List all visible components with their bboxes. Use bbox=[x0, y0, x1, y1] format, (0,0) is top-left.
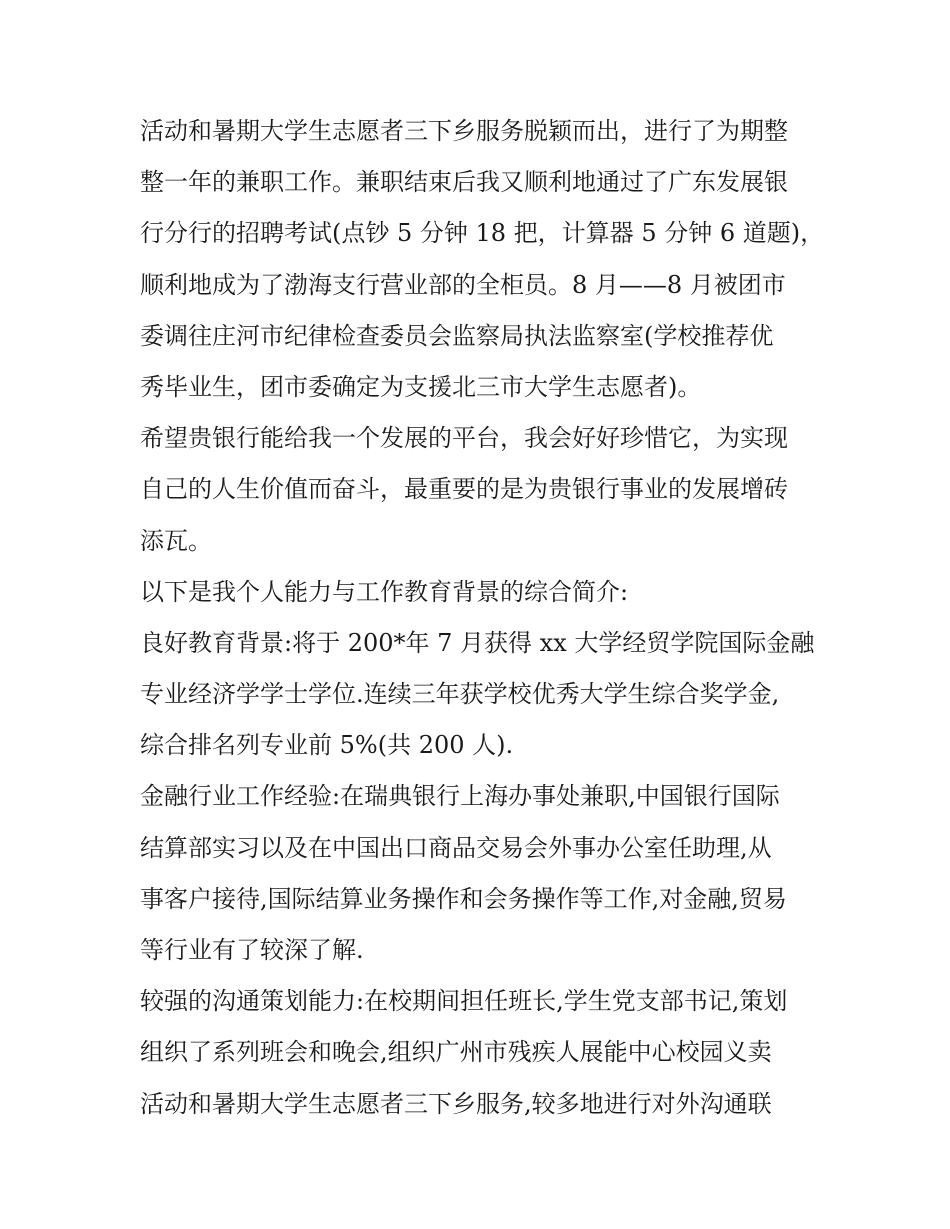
text-line-2: 整一年的兼职工作。兼职结束后我又顺利地通过了广东发展银 bbox=[140, 168, 788, 197]
text-line-8: 自己的人生价值而奋斗，最重要的是为贵银行事业的发展增砖 bbox=[140, 475, 788, 504]
text-line-9: 添瓦。 bbox=[140, 526, 212, 555]
text-line-18: 较强的沟通策划能力:在校期间担任班长,学生党支部书记,策划 bbox=[140, 987, 788, 1016]
text-line-16: 事客户接待,国际结算业务操作和会务操作等工作,对金融,贸易 bbox=[140, 884, 787, 913]
text-line-12: 专业经济学学士学位.连续三年获学校优秀大学生综合奖学金, bbox=[140, 680, 780, 709]
text-line-17: 等行业有了较深了解. bbox=[140, 936, 364, 964]
text-line-3: 行分行的招聘考试(点钞 5 分钟 18 把，计算器 5 分钟 6 道题)， bbox=[140, 219, 825, 248]
text-line-10: 以下是我个人能力与工作教育背景的综合简介: bbox=[140, 577, 629, 606]
text-line-15: 结算部实习以及在中国出口商品交易会外事办公室任助理,从 bbox=[140, 833, 772, 862]
text-line-5: 委调往庄河市纪律检查委员会监察局执法监察室(学校推荐优 bbox=[140, 321, 774, 350]
text-line-20: 活动和暑期大学生志愿者三下乡服务,较多地进行对外沟通联 bbox=[140, 1089, 772, 1118]
text-line-7: 希望贵银行能给我一个发展的平台，我会好好珍惜它，为实现 bbox=[140, 424, 788, 453]
text-line-6: 秀毕业生，团市委确定为支援北三市大学生志愿者)。 bbox=[140, 372, 702, 401]
text-line-4: 顺利地成为了渤海支行营业部的全柜员。8 月——8 月被团市 bbox=[140, 270, 786, 299]
document-body bbox=[140, 106, 825, 1130]
text-line-11: 良好教育背景:将于 200*年 7 月获得 xx 大学经贸学院国际金融 bbox=[140, 628, 815, 657]
text-line-19: 组织了系列班会和晚会,组织广州市残疾人展能中心校园义卖 bbox=[140, 1038, 772, 1067]
text-line-1: 活动和暑期大学生志愿者三下乡服务脱颖而出，进行了为期整 bbox=[140, 117, 788, 145]
text-line-13: 综合排名列专业前 5%(共 200 人). bbox=[140, 731, 514, 760]
text-line-14: 金融行业工作经验:在瑞典银行上海办事处兼职,中国银行国际 bbox=[140, 782, 780, 811]
